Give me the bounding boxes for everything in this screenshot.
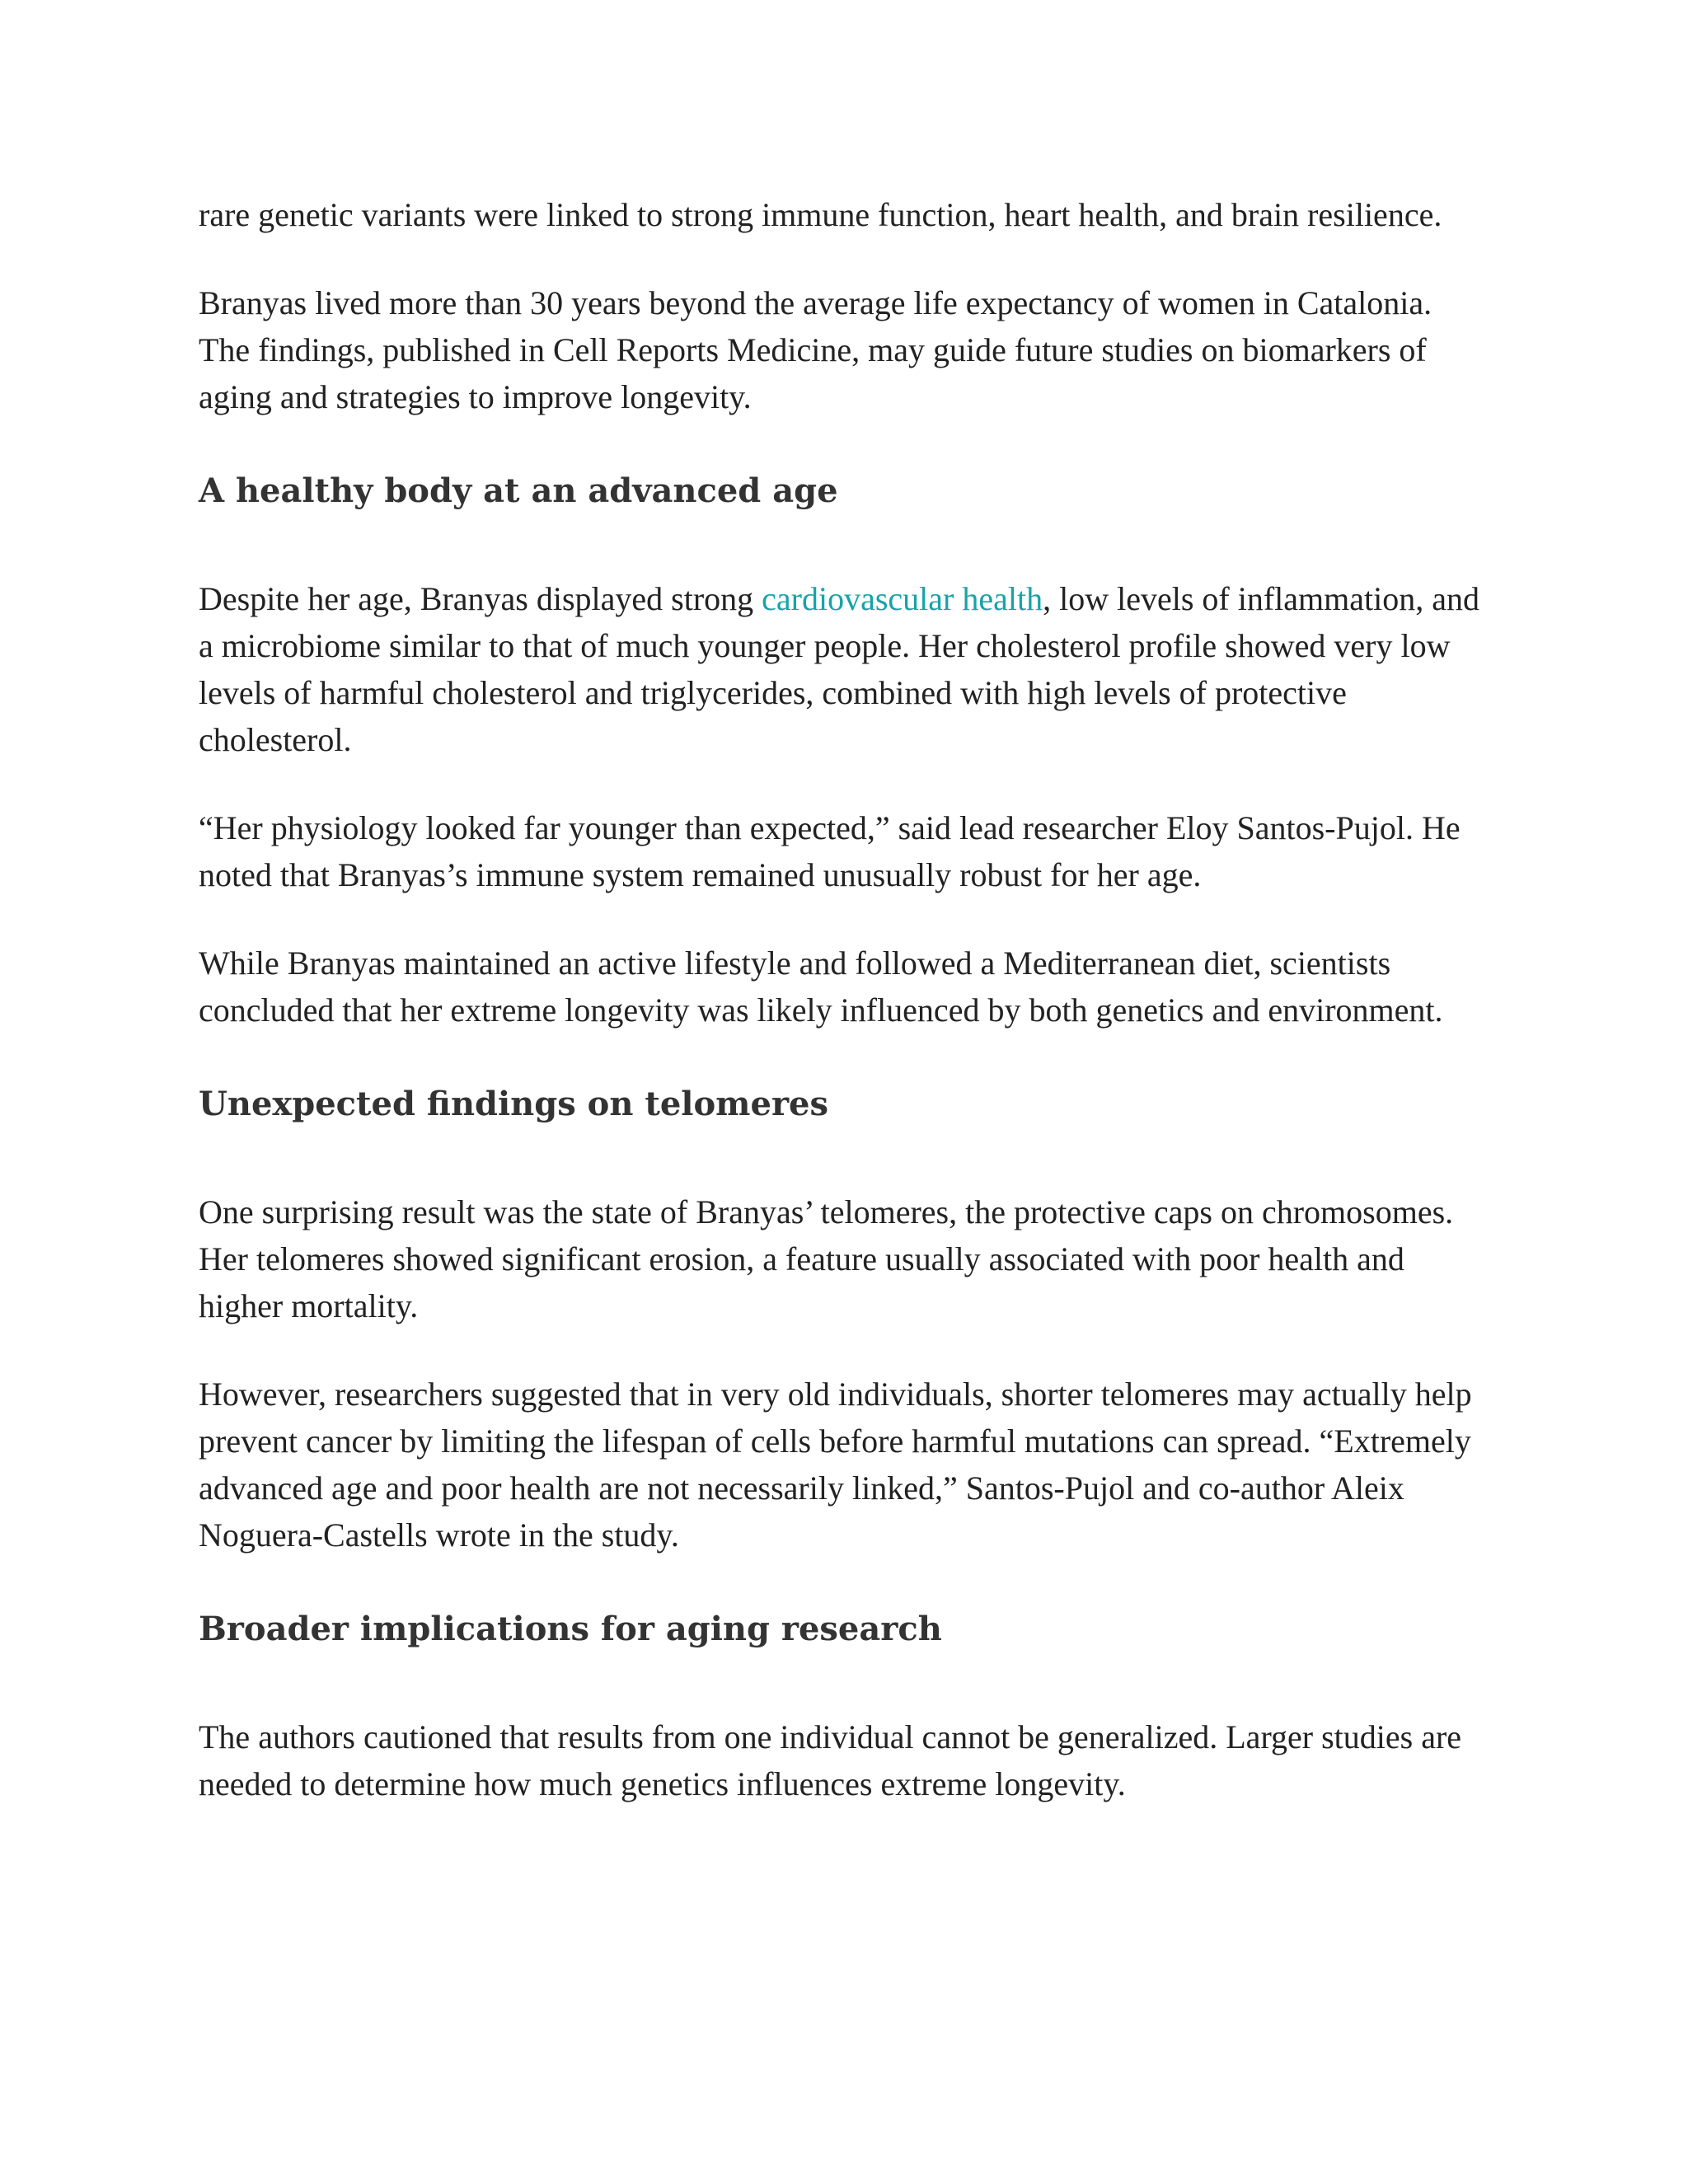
paragraph-physiology-quote: “Her physiology looked far younger than expected,” said lead researcher Eloy Santos-Pujol. He noted that Branyas’s immune system remained unusually robust for her age.: [199, 809, 1461, 893]
paragraph-lifestyle: While Branyas maintained an active lifestyle and followed a Mediterranean diet, scientists concluded that her extreme longevity was likely influenced by both genetics and environment.: [199, 944, 1443, 1029]
paragraph-life-expectancy: Branyas lived more than 30 years beyond the average life expectancy of women in Catalonia. The findings, published in Cell Reports Medicine, may guide future studies on biomarkers of aging and strategies to improve longevity.: [199, 284, 1432, 415]
paragraph-cardiovascular-text-end: , low levels of inflammation, and a microbiome similar to that of much younger people. Her cholesterol profile showed very low levels of harmful cholesterol and triglycerides, combined with high levels of protective cholesterol.: [199, 580, 1479, 758]
article-body: [199, 191, 1484, 1849]
section-heading-healthy-body: A healthy body at an advanced age: [199, 471, 838, 510]
paragraph-cardiovascular-text-start: Despite her age, Branyas displayed strong: [199, 580, 762, 617]
paragraph-generalization: The authors cautioned that results from one individual cannot be generalized. Larger studies are needed to determine how much genetics influences extreme longevity.: [199, 1718, 1462, 1802]
paragraph-telomere-erosion: One surprising result was the state of Branyas’ telomeres, the protective caps on chromosomes. Her telomeres showed significant erosion, a feature usually associated with poor health and higher mortality.: [199, 1193, 1454, 1324]
paragraph-genetic-variants: rare genetic variants were linked to strong immune function, heart health, and brain resilience.: [199, 196, 1442, 233]
section-heading-telomeres: Unexpected findings on telomeres: [199, 1085, 828, 1123]
cardiovascular-health-link[interactable]: cardiovascular health: [762, 580, 1043, 617]
section-heading-implications: Broader implications for aging research: [199, 1610, 942, 1648]
paragraph-cardiovascular: [199, 575, 1484, 763]
paragraph-telomere-cancer: However, researchers suggested that in very old individuals, shorter telomeres may actually help prevent cancer by limiting the lifespan of cells before harmful mutations can spread. “Extremely advanced age and poor health are not necessarily linked,” Santos-Pujol and co-author Aleix Noguera-Castells wrote in the study.: [199, 1376, 1472, 1554]
